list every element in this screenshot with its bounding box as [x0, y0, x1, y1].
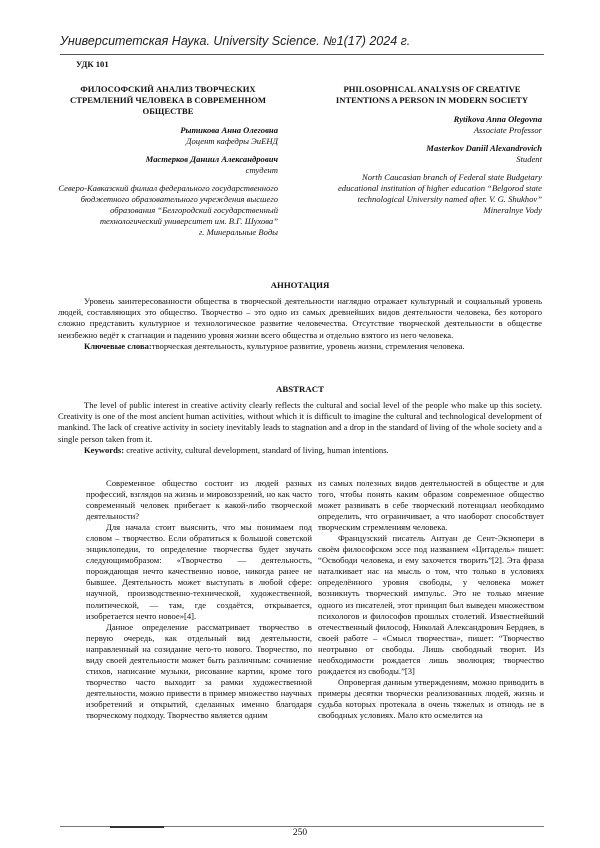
page-number: 250: [292, 828, 308, 838]
header-rule: [60, 54, 544, 55]
en-author1-role: Associate Professor: [473, 125, 542, 135]
annotation-heading: АННОТАЦИЯ: [270, 280, 330, 290]
body-paragraph: Опровергая данным утверждениям, можно приводить в примеры десятки творчески реализованных людей, жизнь и судьба которых протекала в очень тяжелых и отнюдь не в свободных условиях. Мало кто осмелится на: [318, 676, 544, 720]
en-author1-name: Rytikova Anna Olegovna: [453, 114, 542, 124]
en-title: PHILOSOPHICAL ANALYSIS OF CREATIVE INTENTIONS A PERSON IN MODERN SOCIETY: [335, 84, 529, 105]
en-city: Mineralnye Vody: [483, 205, 542, 215]
russian-metadata: [58, 84, 278, 238]
en-affiliation: North Caucasian branch of Federal state Budgetary educational institution of higher education “Belgorod state technological University named after. V. G. Shukhov”: [337, 172, 542, 204]
abstract-heading: ABSTRACT: [276, 384, 324, 394]
journal-header: Университетская Наука. University Science. №1(17) 2024 г.: [60, 34, 411, 48]
ru-title: ФИЛОСОФСКИЙ АНАЛИЗ ТВОРЧЕСКИХ СТРЕМЛЕНИЙ ЧЕЛОВЕКА В СОВРЕМЕННОМ ОБЩЕСТВЕ: [70, 84, 266, 116]
annotation-text: Уровень заинтересованности общества в творческой деятельности наглядно отражает культурный и социальный уровень людей, составляющих это общество. Творчество – это одно из самых древнейших видов деятельности человека, без которого сложно представить культурное и технологическое развитие человечества. Отсутствие творческой деятельности в обществе неизбежно ведёт к стагнации и падению уровня жизни всего общества и отдельно взятого из него человека.: [58, 296, 542, 340]
body-paragraph: Для начала стоит выяснить, что мы понимаем под словом – творчество. Если обратиться к большой советской энциклопедии, то определение творчества будет звучать следующимобразом: «Творчество — деятельность, порождающая нечто качественно новое, никогда ранее не бывшее. Деятельность может выступать в любой сфере: научной, производственно-технической, художественной, политической, — там, где создаётся, открывается, изобретается нечто новое»[4].: [86, 522, 312, 621]
abstract-section: [58, 400, 542, 456]
ru-author2-name: Мастерков Даниил Александрович: [145, 154, 278, 164]
english-metadata: [322, 84, 542, 216]
ru-author1-role: Доцент кафедры ЭиЕНД: [186, 136, 278, 146]
ru-city: г. Минеральные Воды: [199, 227, 278, 237]
en-keywords: creative activity, cultural development, standard of living, human intentions.: [124, 444, 389, 455]
body-paragraph: из самых полезных видов деятельностей в обществе и для того, чтобы понять каким образом современное общество может развивать в себе творческий потенциал необходимо определить, что ограничивает, а что наоборот способствует творческим стремлениям человека.: [318, 478, 544, 533]
body-column-left: [86, 478, 312, 721]
en-author2-name: Masterkov Daniil Alexandrovich: [426, 143, 542, 153]
body-column-right: [318, 478, 544, 721]
ru-affiliation: Северо-Кавказский филиал федерального государственного бюджетного образовательного учреждения высшего образования “Белгородский государственный технологический университет им. В.Г. Шухова”: [58, 183, 278, 226]
ru-author1-name: Рытикова Анна Олеговна: [180, 125, 278, 135]
body-paragraph: Современное общество состоит из людей разных профессий, взглядов на жизнь и мировоззрений, но как часто современный человек прибегает к какой-либо творческой деятельности?: [86, 478, 312, 522]
body-paragraph: Данное определение рассматривает творчество в первую очередь, как отдельный вид деятельности, направленный на созидание чего-то нового. Творчество, по виду своей деятельности может быть различным: сочинение стихов, написание музыки, рисование картин, кроме того творчество часто выходит за рамки художественной деятельности, можно привести в пример множество научных изобретений и открытий, сделанных именно благодаря творческому подходу. Творчество является одним: [86, 621, 312, 720]
en-keywords-label: Keywords:: [84, 444, 125, 455]
annotation-section: [58, 296, 542, 352]
abstract-text: The level of public interest in creative activity clearly reflects the cultural and social level of the people who make up this society. Creativity is one of the most ancient human activities, without which it is difficult to imagine the cultural and technological development of mankind. The lack of creative activity in society inevitably leads to stagnation and a drop in the standard of living of the whole society and a single person taken from it.: [58, 400, 542, 444]
en-author2-role: Student: [516, 154, 542, 164]
ru-keywords: творческая деятельность, культурное развитие, уровень жизни, стремления человека.: [151, 340, 465, 351]
body-paragraph: Французский писатель Антуан де Сент-Экзюпери в своём философском эссе под названием «Цитадель» пишет: “Освободи человека, и ему захочется творить”[2]. Эта фраза наталкивает нас на мысль о том, что только в условиях определённого уровня свободы, у человека может возникнуть творческий импульс. Это не только мнение одного из писателей, этот принцип был выведен множеством психологов и философов прошлых столетий. Известнейший отечественный философ, Николай Александрович Бердяев, в своей работе – «Смысл творчества», пишет: “Творчество неотрывно от свободы. Лишь свободный творит. Из необходимости рождается лишь эволюция; творчество рождается из свободы.”[3]: [318, 533, 544, 676]
ru-author2-role: студент: [245, 165, 278, 175]
udk-code: УДК 101: [76, 59, 109, 69]
ru-keywords-label: Ключевые слова:: [84, 340, 152, 351]
